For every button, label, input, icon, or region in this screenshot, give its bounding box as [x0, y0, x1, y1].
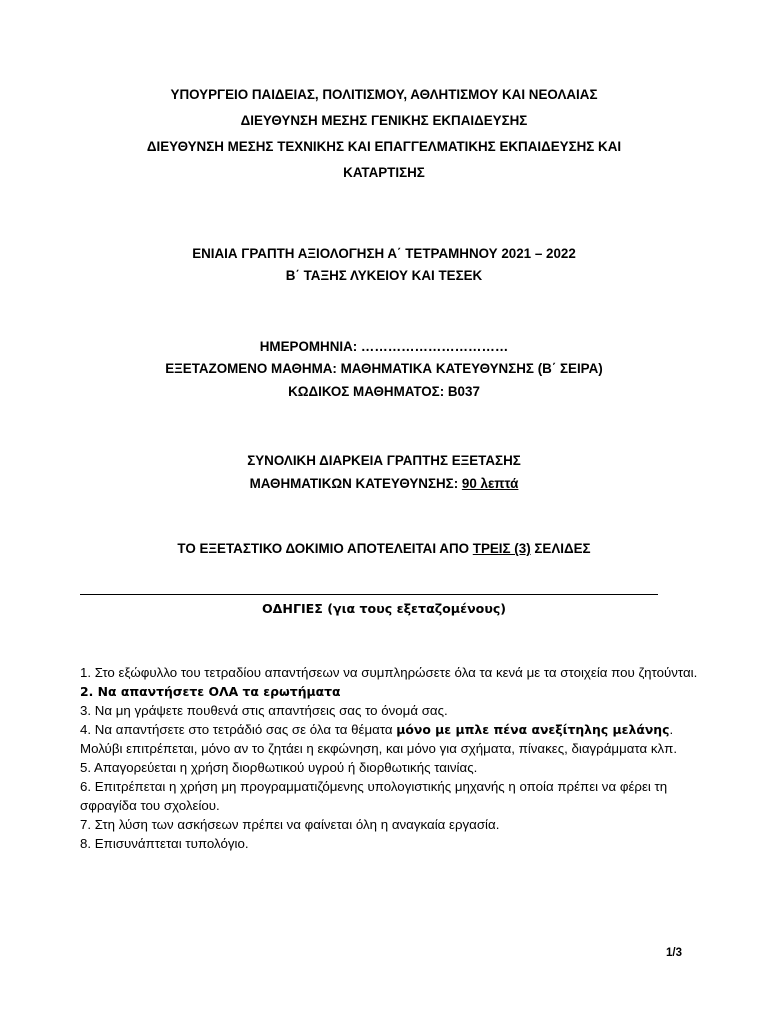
instruction-item-5: 5. Απαγορεύεται η χρήση διορθωτικού υγρού ή διορθωτικής ταινίας.	[80, 760, 478, 775]
instruction-item-4-rest: . Μολύβι επιτρέπεται, μόνο αν το ζητάει η εκφώνηση, και μόνο για σχήματα, πίνακες, διαγράμματα κλπ.	[80, 722, 678, 756]
exam-class: Β΄ ΤΑΞΗΣ ΛΥΚΕΙΟΥ ΚΑΙ ΤΕΣΕΚ	[285, 268, 483, 283]
instruction-item-4-text: 4. Να απαντήσετε στο τετράδιό σας σε όλα τα θέματα	[80, 722, 397, 737]
page-number: 1/3	[666, 947, 682, 959]
instructions-list	[80, 663, 700, 853]
exam-date: ΗΜΕΡΟΜΗΝΙΑ: ……………………………	[259, 339, 509, 354]
duration-label: ΜΑΘΗΜΑΤΙΚΩΝ ΚΑΤΕΥΘΥΝΣΗΣ:	[249, 476, 462, 491]
ministry-heading: ΥΠΟΥΡΓΕΙΟ ΠΑΙΔΕΙΑΣ, ΠΟΛΙΤΙΣΜΟΥ, ΑΘΛΗΤΙΣΜΟΥ ΚΑΙ ΝΕΟΛΑΙΑΣ	[170, 87, 598, 102]
duration-value: 90 λεπτά	[461, 476, 519, 491]
divider-line	[80, 594, 658, 595]
instruction-item-7: 7. Στη λύση των ασκήσεων πρέπει να φαίνεται όλη η αναγκαία εργασία.	[80, 817, 500, 832]
page-count-prefix: ΤΟ ΕΞΕΤΑΣΤΙΚΟ ΔΟΚΙΜΙΟ ΑΠΟΤΕΛΕΙΤΑΙ ΑΠΟ	[177, 541, 473, 556]
technical-education-heading: ΔΙΕΥΘΥΝΣΗ ΜΕΣΗΣ ΤΕΧΝΙΚΗΣ ΚΑΙ ΕΠΑΓΓΕΛΜΑΤΙΚΗΣ ΕΚΠΑΙΔΕΥΣΗΣ ΚΑΙ	[146, 139, 622, 154]
instruction-item-4-emphasis: μόνο με μπλε πένα ανεξίτηλης μελάνης	[396, 722, 670, 737]
subject-code: ΚΩΔΙΚΟΣ ΜΑΘΗΜΑΤΟΣ: Β037	[288, 384, 480, 399]
duration-line-1: ΣΥΝΟΛΙΚΗ ΔΙΑΡΚΕΙΑ ΓΡΑΠΤΗΣ ΕΞΕΤΑΣΗΣ	[247, 453, 521, 468]
general-education-heading: ΔΙΕΥΘΥΝΣΗ ΜΕΣΗΣ ΓΕΝΙΚΗΣ ΕΚΠΑΙΔΕΥΣΗΣ	[240, 113, 528, 128]
duration-line-2	[0, 476, 768, 491]
page-count-suffix: ΣΕΛΙΔΕΣ	[530, 541, 591, 556]
page-count-value: ΤΡΕΙΣ (3)	[472, 541, 531, 556]
instruction-item-4	[80, 720, 700, 758]
exam-title: ΕΝΙΑΙΑ ΓΡΑΠΤΗ ΑΞΙΟΛΟΓΗΣΗ Α΄ ΤΕΤΡΑΜΗΝΟΥ 2021 – 2022	[192, 246, 576, 261]
instruction-item-1: 1. Στο εξώφυλλο του τετραδίου απαντήσεων να συμπληρώσετε όλα τα κενά με τα στοιχεία που ζητούνται.	[80, 665, 698, 680]
instruction-item-2: 2. Να απαντήσετε ΟΛΑ τα ερωτήματα	[80, 684, 341, 699]
exam-subject: ΕΞΕΤΑΖΟΜΕΝΟ ΜΑΘΗΜΑ: ΜΑΘΗΜΑΤΙΚΑ ΚΑΤΕΥΘΥΝΣΗΣ (Β΄ ΣΕΙΡΑ)	[165, 361, 603, 376]
instruction-item-3: 3. Να μη γράψετε πουθενά στις απαντήσεις σας το όνομά σας.	[80, 703, 448, 718]
page-count-statement	[0, 541, 768, 556]
technical-education-heading-cont: ΚΑΤΑΡΤΙΣΗΣ	[343, 165, 425, 180]
instruction-item-6: 6. Επιτρέπεται η χρήση μη προγραμματιζόμενης υπολογιστικής μηχανής η οποία πρέπει να φέρει τη σφραγίδα του σχολείου.	[80, 779, 668, 813]
instructions-heading: ΟΔΗΓΙΕΣ (για τους εξεταζομένους)	[261, 601, 507, 616]
instruction-item-8: 8. Επισυνάπτεται τυπολόγιο.	[80, 836, 249, 851]
